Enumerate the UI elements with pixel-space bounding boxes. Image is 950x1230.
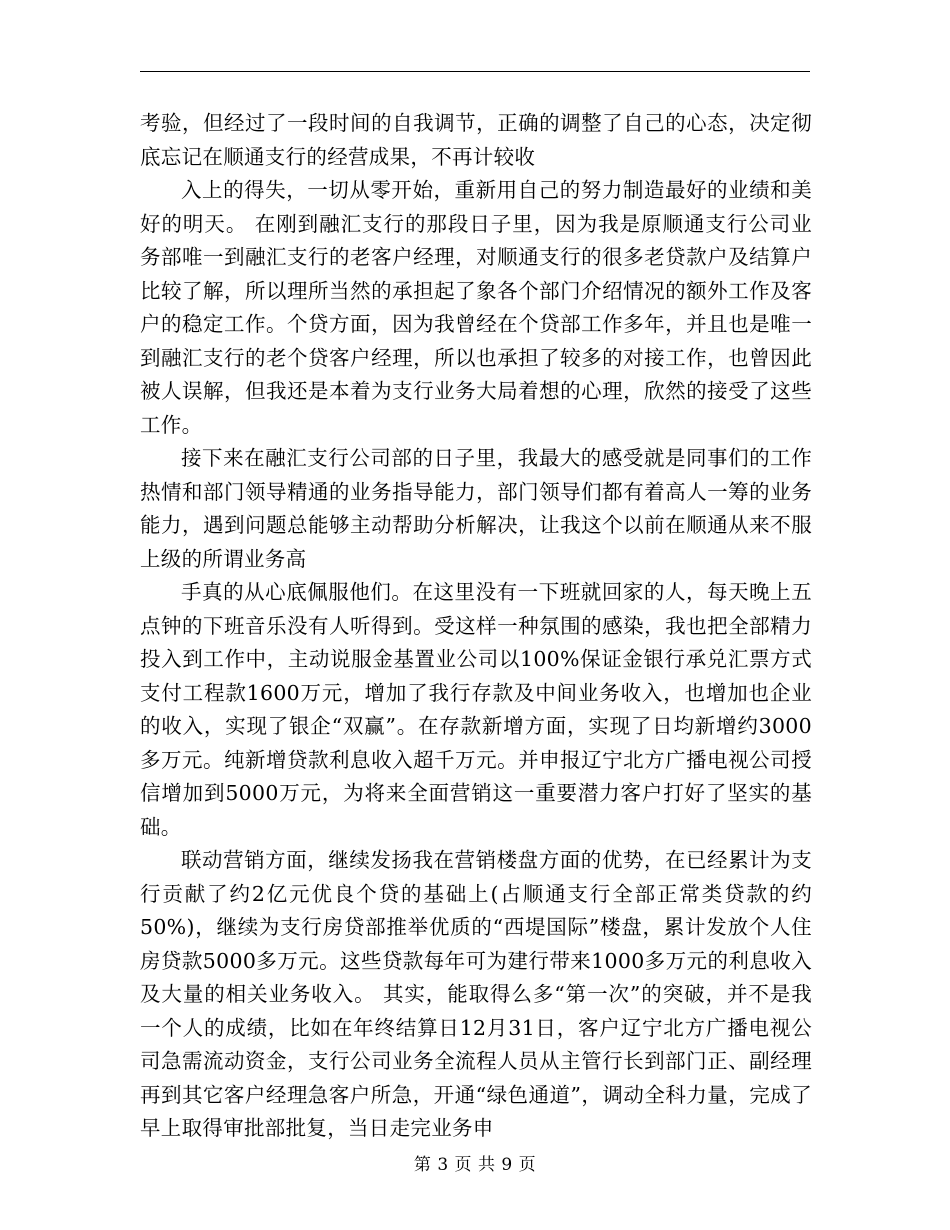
paragraph-5: 联动营销方面，继续发扬我在营销楼盘方面的优势，在已经累计为支行贡献了约2亿元优良个贷的基础上(占顺通支行全部正常类贷款的约50%)，继续为支行房贷部推举优质的“西堤国际”楼盘，累计发放个人住房贷款5000多万元。这些贷款每年可为建行带来1000多万元的利息收入及大量的相关业务收入。 其实，能取得么多“第一次”的突破，并不是我一个人的成绩，比如在年终结算日12月31日，客户辽宁北方广播电视公司急需流动资金，支行公司业务全流程人员从主管行长到部门正、副经理再到其它客户经理急客户所急，开通“绿色通道”，调动全科力量，完成了早上取得审批部批复，当日走完业务申 xyxy=(140,848,812,1140)
paragraph-4: 手真的从心底佩服他们。在这里没有一下班就回家的人，每天晚上五点钟的下班音乐没有人听得到。受这样一种氛围的感染，我也把全部精力投入到工作中，主动说服金基置业公司以100%保证金银行承兑汇票方式支付工程款1600万元，增加了我行存款及中间业务收入，也增加也企业的收入，实现了银企“双赢”。在存款新增方面，实现了日均新增约3000多万元。纯新增贷款利息收入超千万元。并申报辽宁北方广播电视公司授信增加到5000万元，为将来全面营销这一重要潜力客户打好了坚实的基础。 xyxy=(140,580,812,839)
document-body xyxy=(140,107,812,1146)
page-number-footer: 第 3 页 共 9 页 xyxy=(413,1155,537,1175)
paragraph-2: 入上的得失，一切从零开始，重新用自己的努力制造最好的业绩和美好的明天。 在刚到融汇支行的那段日子里，因为我是原顺通支行公司业务部唯一到融汇支行的老客户经理，对顺通支行的很多老贷款户及结算户比较了解，所以理所当然的承担起了象各个部门介绍情况的额外工作及客户的稳定工作。个贷方面，因为我曾经在个贷部工作多年，并且也是唯一到融汇支行的老个贷客户经理，所以也承担了较多的对接工作，也曾因此被人误解，但我还是本着为支行业务大局着想的心理，欣然的接受了这些工作。 xyxy=(140,178,812,437)
paragraph-3: 接下来在融汇支行公司部的日子里，我最大的感受就是同事们的工作热情和部门领导精通的业务指导能力，部门领导们都有着高人一筹的业务能力，遇到问题总能够主动帮助分析解决，让我这个以前在顺通从来不服上级的所谓业务高 xyxy=(140,446,812,571)
header-rule xyxy=(140,71,810,72)
paragraph-1: 考验，但经过了一段时间的自我调节，正确的调整了自己的心态，决定彻底忘记在顺通支行的经营成果，不再计较收 xyxy=(140,111,812,169)
